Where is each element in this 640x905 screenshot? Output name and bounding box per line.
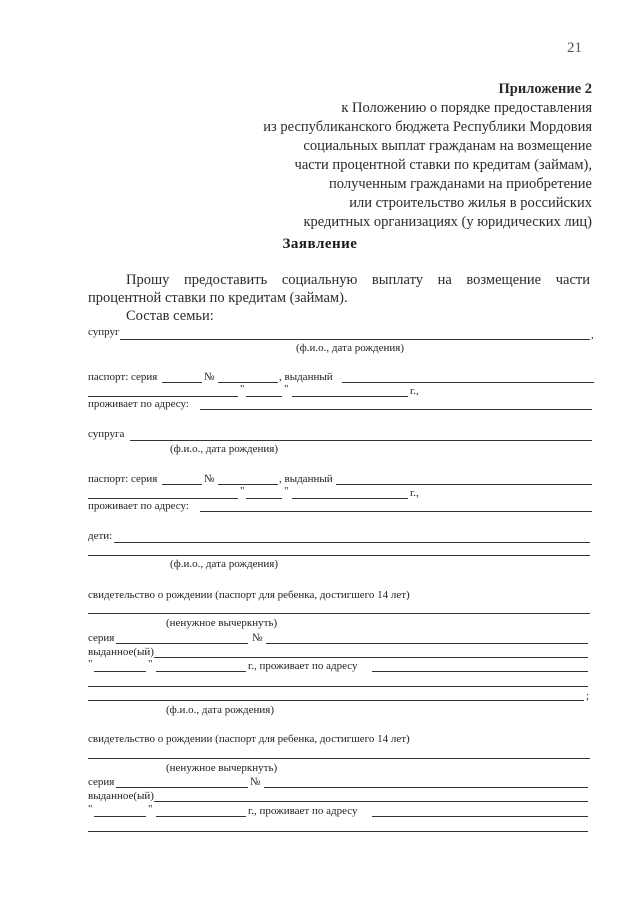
children-name-field[interactable] bbox=[114, 542, 590, 543]
child1-month-field[interactable] bbox=[156, 671, 246, 672]
appendix-title: Приложение 2 bbox=[498, 81, 592, 97]
child1-certificate-label: свидетельство о рождении (паспорт для ребенка, достигшего 14 лет) bbox=[88, 589, 410, 601]
header-line-6: или строительство жилья в российских bbox=[349, 195, 592, 211]
intro-line-1: Прошу предоставить социальную выплату на возмещение части bbox=[126, 272, 590, 288]
child1-series-label: серия bbox=[88, 632, 115, 644]
spouse-f-issued-by-field-2[interactable] bbox=[88, 498, 238, 499]
child1-semicolon: ; bbox=[586, 690, 590, 702]
header-line-5: полученным гражданами на приобретение bbox=[329, 176, 592, 192]
child2-day-field[interactable] bbox=[94, 816, 146, 817]
family-label: Состав семьи: bbox=[126, 308, 214, 324]
spouse-m-year-label: г., bbox=[410, 385, 419, 397]
child2-strike-note: (ненужное вычеркнуть) bbox=[166, 762, 278, 774]
child1-day-field[interactable] bbox=[94, 671, 146, 672]
child2-series-label: серия bbox=[88, 776, 115, 788]
spouse-m-number-field[interactable] bbox=[218, 382, 278, 383]
child2-certificate-label: свидетельство о рождении (паспорт для ребенка, достигшего 14 лет) bbox=[88, 733, 410, 745]
spouse-m-series-field[interactable] bbox=[162, 382, 202, 383]
child1-no-label: № bbox=[252, 632, 263, 644]
header-line-4: части процентной ставки по кредитам (займам), bbox=[294, 157, 592, 173]
child2-issued-field[interactable] bbox=[154, 801, 588, 802]
child2-address-field[interactable] bbox=[372, 816, 588, 817]
child2-issued-label: выданное(ый) bbox=[88, 790, 154, 802]
spouse-m-caption: (ф.и.о., дата рождения) bbox=[296, 342, 404, 354]
spouse-m-quote-open: " bbox=[240, 383, 245, 395]
child2-series-field[interactable] bbox=[116, 787, 248, 788]
appendix-header bbox=[263, 80, 592, 232]
spouse-f-quote-open: " bbox=[240, 485, 245, 497]
child1-strike-note: (ненужное вычеркнуть) bbox=[166, 617, 278, 629]
spouse-m-month-field[interactable] bbox=[292, 396, 408, 397]
child2-number-field[interactable] bbox=[264, 787, 588, 788]
spouse-f-series-field[interactable] bbox=[162, 484, 202, 485]
spouse-m-quote-close: " bbox=[284, 383, 289, 395]
child2-quote-close: " bbox=[148, 803, 153, 815]
spouse-m-issued-label: , выданный bbox=[279, 371, 333, 383]
spouse-m-day-field[interactable] bbox=[246, 396, 282, 397]
spouse-f-no-label: № bbox=[204, 473, 215, 485]
page-number: 21 bbox=[567, 40, 582, 56]
spouse-f-caption: (ф.и.о., дата рождения) bbox=[170, 443, 278, 455]
spouse-m-no-label: № bbox=[204, 371, 215, 383]
child2-month-field[interactable] bbox=[156, 816, 246, 817]
children-caption: (ф.и.о., дата рождения) bbox=[170, 558, 278, 570]
children-label: дети: bbox=[88, 530, 113, 542]
child1-quote-close: " bbox=[148, 658, 153, 670]
spouse-f-issued-label: , выданный bbox=[279, 473, 333, 485]
intro-line-2: процентной ставки по кредитам (займам). bbox=[88, 290, 348, 306]
child1-number-field[interactable] bbox=[266, 643, 588, 644]
child2-certificate-field[interactable] bbox=[88, 758, 590, 759]
child1-quote-open: " bbox=[88, 658, 93, 670]
child1-address-field[interactable] bbox=[372, 671, 588, 672]
child2-no-label: № bbox=[250, 776, 261, 788]
document-title: Заявление bbox=[282, 236, 358, 252]
child1-address-field-2[interactable] bbox=[88, 686, 588, 687]
child1-address-field-3[interactable] bbox=[88, 700, 584, 701]
child1-issued-field[interactable] bbox=[154, 657, 588, 658]
child1-series-field[interactable] bbox=[116, 643, 248, 644]
child1-certificate-field[interactable] bbox=[88, 613, 590, 614]
spouse-f-month-field[interactable] bbox=[292, 498, 408, 499]
header-line-1: к Положению о порядке предоставления bbox=[341, 100, 592, 116]
spouse-f-address-field[interactable] bbox=[200, 511, 592, 512]
spouse-m-label: супруг bbox=[88, 326, 120, 338]
child2-quote-open: " bbox=[88, 803, 93, 815]
header-line-3: социальных выплат гражданам на возмещение bbox=[303, 138, 592, 154]
spouse-f-number-field[interactable] bbox=[218, 484, 278, 485]
child1-caption: (ф.и.о., дата рождения) bbox=[166, 704, 274, 716]
spouse-f-year-label: г., bbox=[410, 487, 419, 499]
spouse-m-issued-by-field[interactable] bbox=[342, 382, 594, 383]
spouse-m-passport-series-label: паспорт: серия bbox=[88, 371, 158, 383]
spouse-m-address-label: проживает по адресу: bbox=[88, 398, 189, 410]
spouse-m-name-field[interactable] bbox=[120, 339, 590, 340]
child2-year-address-label: г., проживает по адресу bbox=[248, 805, 358, 817]
spouse-f-address-label: проживает по адресу: bbox=[88, 500, 189, 512]
spouse-f-passport-series-label: паспорт: серия bbox=[88, 473, 158, 485]
child2-address-field-2[interactable] bbox=[88, 831, 588, 832]
spouse-f-quote-close: " bbox=[284, 485, 289, 497]
spouse-f-issued-by-field[interactable] bbox=[336, 484, 592, 485]
spouse-f-day-field[interactable] bbox=[246, 498, 282, 499]
header-line-7: кредитных организациях (у юридических лиц) bbox=[303, 214, 592, 230]
child1-year-address-label: г., проживает по адресу bbox=[248, 660, 358, 672]
spouse-m-comma: , bbox=[591, 329, 594, 341]
spouse-f-label: супруга bbox=[88, 428, 125, 440]
children-name-field-2[interactable] bbox=[88, 555, 590, 556]
header-line-2: из республиканского бюджета Республики Мордовия bbox=[263, 119, 592, 135]
spouse-m-address-field[interactable] bbox=[200, 409, 592, 410]
child1-issued-label: выданное(ый) bbox=[88, 646, 154, 658]
spouse-m-issued-by-field-2[interactable] bbox=[88, 396, 238, 397]
spouse-f-name-field[interactable] bbox=[130, 440, 592, 441]
